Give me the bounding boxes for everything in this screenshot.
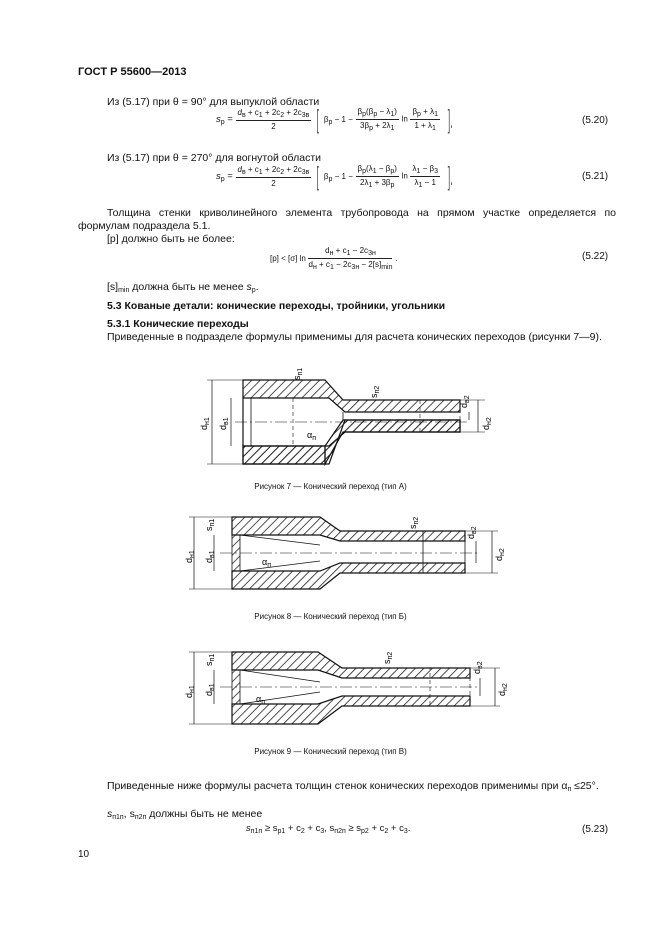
eq520-lhs: $s_p$ bbox=[216, 113, 225, 126]
fig9-label-sn1: $s_{п1}$ bbox=[204, 653, 216, 666]
fig9-label-dn2: $d_{н2}$ bbox=[497, 683, 509, 696]
eq520-bracket-open: [ bbox=[316, 104, 319, 134]
fig8-top-wall bbox=[232, 517, 465, 541]
fig8-label-dv2: $d_{в2}$ bbox=[466, 526, 478, 539]
fig8-label-dn2: $d_{н2}$ bbox=[494, 548, 506, 561]
figure-9-caption: Рисунок 9 — Конический переход (тип В) bbox=[254, 747, 407, 756]
eq520-ln-fraction: $\frac{\beta_p + \lambda_1}{1 + \lambda_1}$ bbox=[412, 106, 438, 132]
fig9-label-dv1: $d_{в1}$ bbox=[204, 683, 216, 696]
section-5-3-1-heading: 5.3.1 Конические переходы bbox=[107, 318, 249, 330]
equation-5-23: $s_{п1п} \ge s_{p1} + c_2 + c_3$, $s_{п2п} \ge s_{p2} + c_2 + c_3$. bbox=[246, 823, 411, 835]
fig7-label-dv1: $d_{в1}$ bbox=[218, 417, 230, 430]
eq521-intro: Из (5.17) при θ = 270° для вогнутой области bbox=[107, 152, 321, 164]
document-header: ГОСТ Р 55600—2013 bbox=[78, 66, 187, 78]
fig9-label-dn1: $d_{н1}$ bbox=[184, 685, 196, 698]
eq520-equals: = bbox=[227, 113, 233, 125]
eq521-number: (5.21) bbox=[582, 171, 609, 182]
eq521-equals: = bbox=[227, 170, 233, 182]
fig9-label-sn2: $s_{п2}$ bbox=[382, 651, 394, 664]
paragraph-wall-min: $s_{п1п}$, $s_{п2п}$ должны быть не менее bbox=[107, 808, 263, 821]
fig8-label-sn2: $s_{п2}$ bbox=[408, 516, 420, 529]
fig7-label-dn1: $d_{н1}$ bbox=[199, 417, 211, 430]
fig7-label-sn1: $s_{п1}$ bbox=[292, 367, 304, 380]
eq520-bracket-close: ]. bbox=[447, 104, 453, 134]
figure-7-caption: Рисунок 7 — Конический переход (тип А) bbox=[254, 482, 407, 491]
fig7-label-alpha: $\alpha_п$ bbox=[307, 430, 316, 442]
fig9-label-dv2: $d_{в2}$ bbox=[472, 661, 484, 674]
eq523-number: (5.23) bbox=[582, 824, 609, 835]
paragraph-applicability: Приведенные ниже формулы расчета толщин стенок конических переходов применимы при $\alpha_п \le 25^\circ$. bbox=[107, 780, 599, 793]
equation-5-22 bbox=[270, 246, 397, 271]
eq521-fraction: $\frac{d_в + c_1 + 2c_2 + 2c_{3в}}{2}$ bbox=[237, 164, 310, 188]
eq520-fraction: $\frac{d_в + c_1 + 2c_2 + 2c_{3в}}{2}$ bbox=[237, 107, 310, 131]
page-number: 10 bbox=[78, 849, 90, 860]
eq522-tail: . bbox=[395, 254, 398, 264]
paragraph-wall-thickness: Толщина стенки криволинейного элемента трубопровода на прямом участке определяется по формулам подраздела 5.1. bbox=[78, 207, 616, 232]
eq521-inner-fraction: $\frac{\beta_p(\lambda_1 - \beta_p)}{2\lambda_1 + 3\beta_p}$ bbox=[357, 163, 397, 189]
eq521-beta: $\beta_p - 1$ − bbox=[323, 171, 353, 183]
eq521-bracket-close: ]. bbox=[447, 161, 453, 191]
eq521-bracket-open: [ bbox=[316, 161, 319, 191]
fig7-top-wall bbox=[243, 380, 460, 412]
figure-8-drawing bbox=[180, 505, 510, 610]
equation-5-20 bbox=[216, 106, 457, 132]
fig7-label-dv2: $d_{в2}$ bbox=[459, 395, 471, 408]
eq521-ln-fraction: $\frac{\lambda_1 - \beta_3}{\lambda_1 - 1}$ bbox=[412, 163, 438, 189]
eq520-beta: $\beta_p - 1$ − bbox=[323, 114, 353, 126]
eq522-number: (5.22) bbox=[582, 251, 609, 262]
figure-9-drawing bbox=[180, 640, 510, 740]
fig7-label-sn2: $s_{п2}$ bbox=[369, 385, 381, 398]
paragraph-p-limit: [p] должно быть не более: bbox=[107, 233, 235, 245]
figure-7-drawing bbox=[195, 360, 505, 475]
section-5-3-heading: 5.3 Кованые детали: конические переходы, тройники, угольники bbox=[107, 300, 446, 312]
eq521-ln: ln bbox=[401, 171, 408, 181]
figure-8-caption: Рисунок 8 — Конический переход (тип Б) bbox=[254, 612, 407, 621]
fig8-label-sn1: $s_{п1}$ bbox=[204, 518, 216, 531]
eq522-fraction: $\frac{d_н + c_1 - 2c_{3н}}{d_н + c_1 - 2c_{3н} - 2[s]_{min}}$ bbox=[308, 246, 393, 271]
eq521-lhs: $s_p$ bbox=[216, 170, 225, 183]
paragraph-s-min: $[s]_{min}$ должна быть не менее $s_p$. bbox=[107, 281, 259, 294]
fig8-label-alpha: $\alpha_п$ bbox=[262, 557, 271, 569]
eq520-inner-fraction: $\frac{\beta_p(\beta_p - \lambda_1)}{3\beta_p + 2\lambda_1}$ bbox=[357, 106, 397, 132]
fig8-label-dn1: $d_{н1}$ bbox=[184, 550, 196, 563]
eq520-number: (5.20) bbox=[582, 115, 609, 126]
eq522-lhs: [p] < [σ] ln bbox=[270, 254, 306, 264]
fig8-label-dv1: $d_{в1}$ bbox=[204, 550, 216, 563]
eq520-ln: ln bbox=[401, 114, 408, 124]
paragraph-conical-transitions: Приведенные в подразделе формулы применимы для расчета конических переходов (рисунки 7—9). bbox=[107, 331, 602, 343]
equation-5-21 bbox=[216, 163, 457, 189]
fig7-label-dn2: $d_{н2}$ bbox=[481, 417, 493, 430]
fig9-label-alpha: $\alpha_п$ bbox=[256, 694, 265, 706]
eq520-intro: Из (5.17) при θ = 90° для выпуклой области bbox=[107, 96, 320, 108]
